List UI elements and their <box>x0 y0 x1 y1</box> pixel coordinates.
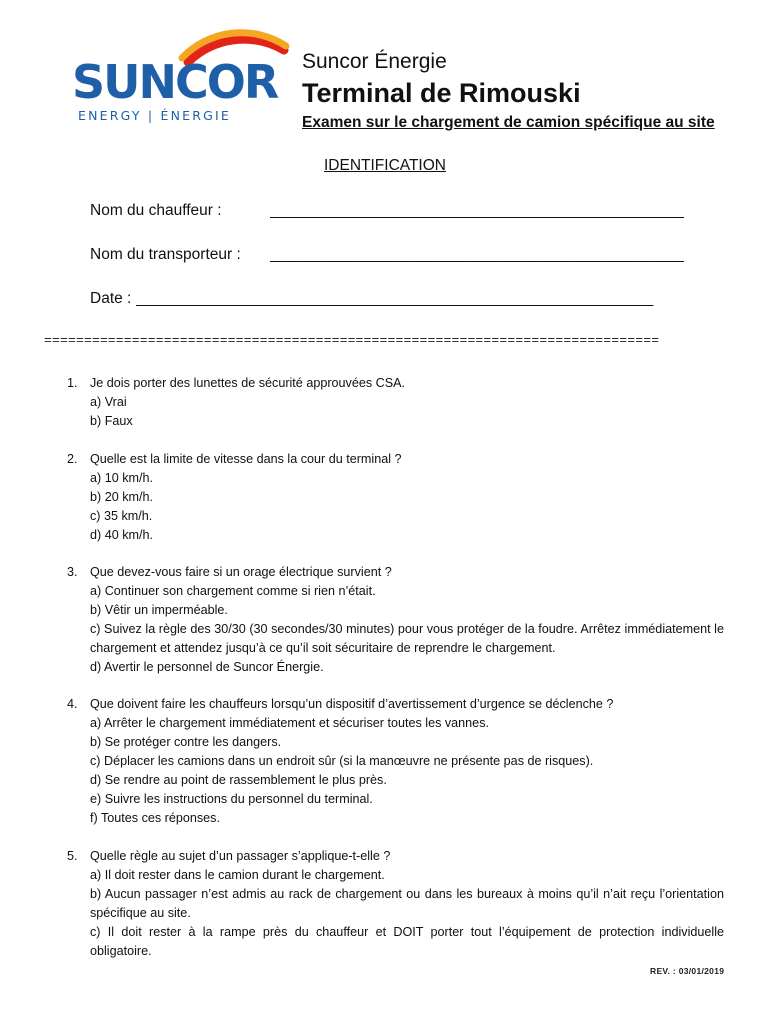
answer-option: d) Se rendre au point de rassemblement le plus près. <box>90 773 387 787</box>
revision-date: REV. : 03/01/2019 <box>650 966 725 976</box>
logo-tagline-text: ENERGY | ÉNERGIE <box>78 108 231 123</box>
answer-option: c) Suivez la règle des 30/30 (30 secondes/30 minutes) pour vous protéger de la foudre. Arrêtez immédiatement le chargement et attendez jusqu’à ce qu’il soit sécuritaire de reprendre le chargement. <box>90 622 724 655</box>
question-number: 5. <box>67 849 78 863</box>
question-number: 3. <box>67 565 78 579</box>
logo-brand-text: SUNCOR <box>72 55 278 109</box>
driver-name-label: Nom du chauffeur : <box>90 202 222 219</box>
suncor-logo <box>70 26 290 126</box>
answer-option: b) Vêtir un imperméable. <box>90 603 228 617</box>
date-field[interactable]: ____________________________________________________________ <box>136 290 654 307</box>
carrier-name-field[interactable]: ________________________________________________ <box>270 246 684 263</box>
question-text: Quelle règle au sujet d’un passager s’applique-t-elle ? <box>90 849 391 863</box>
answer-option: b) 20 km/h. <box>90 490 153 504</box>
answer-option: e) Suivre les instructions du personnel du terminal. <box>90 792 373 806</box>
identification-heading: IDENTIFICATION <box>324 157 446 174</box>
driver-name-field[interactable]: ________________________________________________ <box>270 202 684 219</box>
question-text: Je dois porter des lunettes de sécurité approuvées CSA. <box>90 376 406 390</box>
carrier-name-label: Nom du transporteur : <box>90 246 241 263</box>
question-number: 1. <box>67 376 78 390</box>
answer-option: b) Faux <box>90 414 133 428</box>
date-label: Date : <box>90 290 132 307</box>
question-text: Quelle est la limite de vitesse dans la cour du terminal ? <box>90 452 402 466</box>
question-text: Que devez-vous faire si un orage électrique survient ? <box>90 565 392 579</box>
company-name: Suncor Énergie <box>302 50 447 73</box>
answer-option: d) 40 km/h. <box>90 528 153 542</box>
answer-option: c) Déplacer les camions dans un endroit sûr (si la manœuvre ne présente pas de risques). <box>90 754 594 768</box>
answer-option: a) Il doit rester dans le camion durant le chargement. <box>90 868 385 882</box>
question-number: 2. <box>67 452 78 466</box>
answer-option: b) Aucun passager n’est admis au rack de chargement ou dans les bureaux à moins qu’il n’ait reçu l’orientation spécifique au site. <box>90 887 724 920</box>
answer-option: a) Continuer son chargement comme si rien n’était. <box>90 584 376 598</box>
answer-option: f) Toutes ces réponses. <box>90 811 220 825</box>
exam-title: Examen sur le chargement de camion spécifique au site <box>302 114 715 131</box>
section-separator: ============================================================================= <box>44 332 660 347</box>
answer-option: a) Arrêter le chargement immédiatement et sécuriser toutes les vannes. <box>90 716 489 730</box>
answer-option: c) 35 km/h. <box>90 509 153 523</box>
suncor-logo-graphic <box>70 26 290 126</box>
question-text: Que doivent faire les chauffeurs lorsqu’un dispositif d’avertissement d’urgence se déclenche ? <box>90 697 614 711</box>
site-title: Terminal de Rimouski <box>302 78 581 108</box>
answer-option: c) Il doit rester à la rampe près du chauffeur et DOIT porter tout l’équipement de protection individuelle obligatoire. <box>90 925 724 958</box>
answer-option: a) 10 km/h. <box>90 471 153 485</box>
answer-option: d) Avertir le personnel de Suncor Énergie. <box>90 660 324 674</box>
question-number: 4. <box>67 697 78 711</box>
answer-option: a) Vrai <box>90 395 127 409</box>
answer-option: b) Se protéger contre les dangers. <box>90 735 282 749</box>
